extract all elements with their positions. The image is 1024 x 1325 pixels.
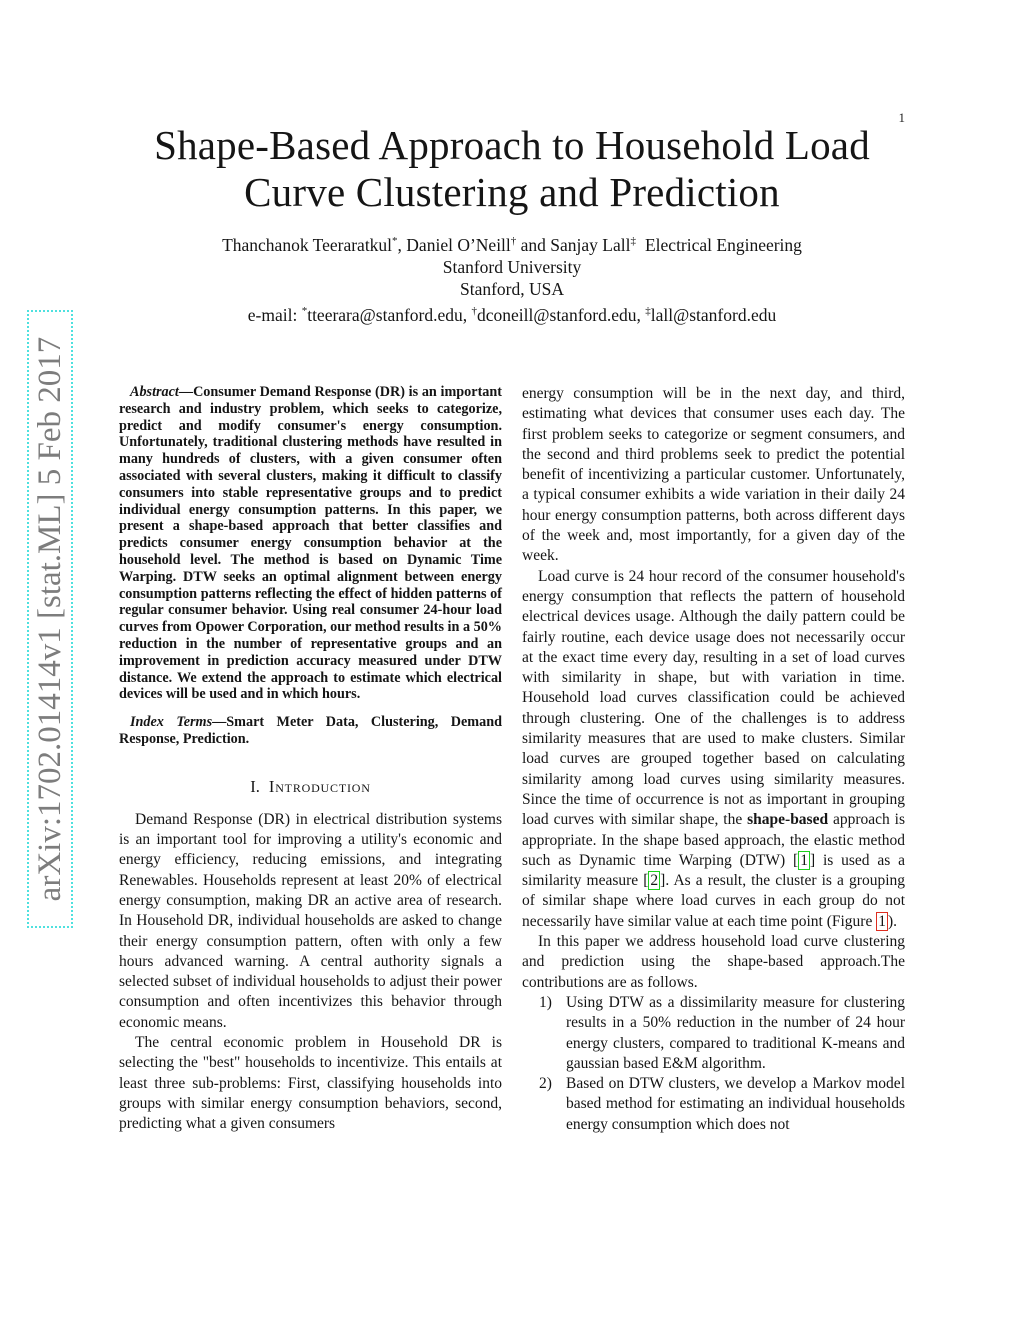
author-affiliation: Electrical Engineering: [644, 234, 802, 255]
author-block: [0, 230, 1024, 326]
author-sup-3: ‡: [630, 235, 636, 247]
list-text: Based on DTW clusters, we develop a Markov model based method for estimating an individual households energy consumption which does not: [566, 1075, 905, 1133]
abstract-label: Abstract: [130, 384, 179, 400]
abstract: [119, 384, 502, 703]
section-numeral: I.: [250, 776, 260, 796]
author-name-3: and Sanjay Lall: [516, 234, 631, 255]
intro-paragraph-4: [522, 567, 905, 932]
figure-link-1[interactable]: 1: [878, 912, 886, 930]
list-item-1: [522, 993, 905, 1074]
email-sup-1: *: [301, 304, 308, 317]
intro-paragraph-1: Demand Response (DR) in electrical distribution systems is an important tool for improving a utility's economic and energy efficiency, reducing emissions, and integrating Renewables. Households represent at least 20% of electrical energy consumption, making DR an active area of research. In Household DR, individual households are asked to change their energy consumption pattern, often with only a few hours advanced warning. A central authority signals a selected subset of individual households to adjust their power consumption and often incentivizes this behavior through economic means.: [119, 810, 502, 1031]
paragraph-text: ]. As a result, the cluster is a grouping of similar shape where load curves in each group do not necessarily have similar value at each time point (Figure: [522, 872, 905, 930]
email-1: tteerara@stanford.edu,: [307, 304, 472, 325]
list-item-2: [522, 1074, 905, 1135]
intro-paragraph-5: In this paper we address household load curve clustering and prediction using the shape-based approach.The contributions are as follows.: [522, 933, 905, 991]
paragraph-text: approach is appropriate. In the shape based approach, the elastic method such as Dynamic time Warping (DTW) [: [522, 811, 905, 869]
index-terms-text: —Smart Meter Data, Clustering, Demand Response, Prediction.: [119, 714, 502, 747]
intro-paragraph-3: energy consumption will be in the next day, and third, estimating what devices that consumer uses each day. The first problem seeks to categorize or segment consumers, and the second and third problems seek to predict the potential benefit of incentivizing a particular customer. Unfortunately, a typical consumer exhibits a wide variation in their daily 24 hour energy consumption patterns, both across different days of the week and, most importantly, for a given day of the week.: [522, 385, 905, 565]
author-sup-1: *: [392, 235, 398, 247]
abstract-text: —Consumer Demand Response (DR) is an important research and industry problem, which seeks to categorize, predict and modify consumer's energy consumption. Unfortunately, traditional clustering methods have resulted in many hundreds of clusters, with a given consumer often associated with several clusters, making it difficult to classify consumers into stable representative groups and to predict individual energy consumption patterns. In this paper, we present a shape-based approach that better classifies and predicts consumer energy consumption behavior at the household level. The method is based on Dynamic Time Warping. DTW seeks an optimal alignment between energy consumption patterns reflecting the effect of hidden patterns of regular consumer behavior. Using real consumer 24-hour load curves from Opower Corporation, our method results in a 50% reduction in the number of representative groups and an improvement in prediction accuracy measured under DTW distance. We extend the approach to estimate which electrical devices will be used and in which hours.: [119, 384, 502, 703]
intro-paragraph-2: The central economic problem in Household DR is selecting the "best" households to incentivize. This entails at least three sub-problems: First, classifying households into groups with similar energy consumption behaviors, second, predicting what a given consumers: [119, 1034, 502, 1133]
email-prefix: e-mail:: [247, 304, 302, 325]
page-number: 1: [898, 110, 905, 125]
email-sup-3: ‡: [645, 304, 651, 317]
title-block: [0, 122, 1024, 326]
left-column: [119, 384, 502, 1135]
author-names: [0, 230, 1024, 256]
email-sup-2: †: [471, 304, 478, 317]
paragraph-text: ] is used as a similarity measure [: [522, 851, 906, 890]
email-2: dconeill@stanford.edu,: [477, 304, 646, 325]
list-number: 1): [539, 993, 552, 1011]
section-heading-introduction: [119, 777, 502, 797]
author-university: Stanford University: [442, 256, 582, 277]
right-column: [522, 384, 905, 1135]
email-3: lall@stanford.edu: [650, 304, 777, 325]
list-text: Using DTW as a dissimilarity measure for clustering results in a 50% reduction in the number of 24 hour energy clusters, compared to traditional K-means and gaussian based E&M algorithm.: [566, 993, 905, 1072]
paragraph-text: Load curve is 24 hour record of the consumer household's energy consumption that reflects the pattern of household electrical devices usage. Although the daily pattern could be fairly routine, each device usage does not necessarily occur at the exact time every day, resulting in a set of load curves with similarity in shape, but with variation in time. Household load curves classification could be achieved through clustering. One of the challenges is to address similarity measures that are used to make clusters. Similar load curves are grouped together based on calculating similarity among load curves using similarity measures. Since the time of occurrence is not as important in grouping load curves with similar shape, the: [522, 567, 905, 829]
citation-link-1[interactable]: 1: [800, 851, 808, 869]
index-terms-label: Index Terms: [130, 714, 213, 731]
citation-link-2[interactable]: 2: [650, 872, 659, 890]
list-number: 2): [539, 1075, 552, 1093]
paper-title-line2: Curve Clustering and Prediction: [244, 169, 780, 215]
index-terms: [119, 714, 502, 748]
paper-title: [0, 122, 1024, 216]
author-location: Stanford, USA: [459, 278, 565, 299]
arxiv-watermark: arXiv:1702.01414v1 [stat.ML] 5 Feb 2017: [27, 310, 73, 928]
author-sup-2: †: [510, 235, 517, 247]
contribution-list: [522, 993, 905, 1135]
two-column-body: [119, 384, 905, 1135]
author-name-1: Thanchanok Teeraratkul: [222, 234, 393, 255]
author-emails: [0, 300, 1024, 326]
paper-title-line1: Shape-Based Approach to Household Load: [154, 122, 870, 168]
paragraph-text: ).: [887, 912, 898, 930]
section-title: Introduction: [268, 776, 371, 796]
author-name-2: , Daniel O’Neill: [397, 234, 511, 255]
shape-based-emphasis: shape-based: [747, 811, 829, 829]
